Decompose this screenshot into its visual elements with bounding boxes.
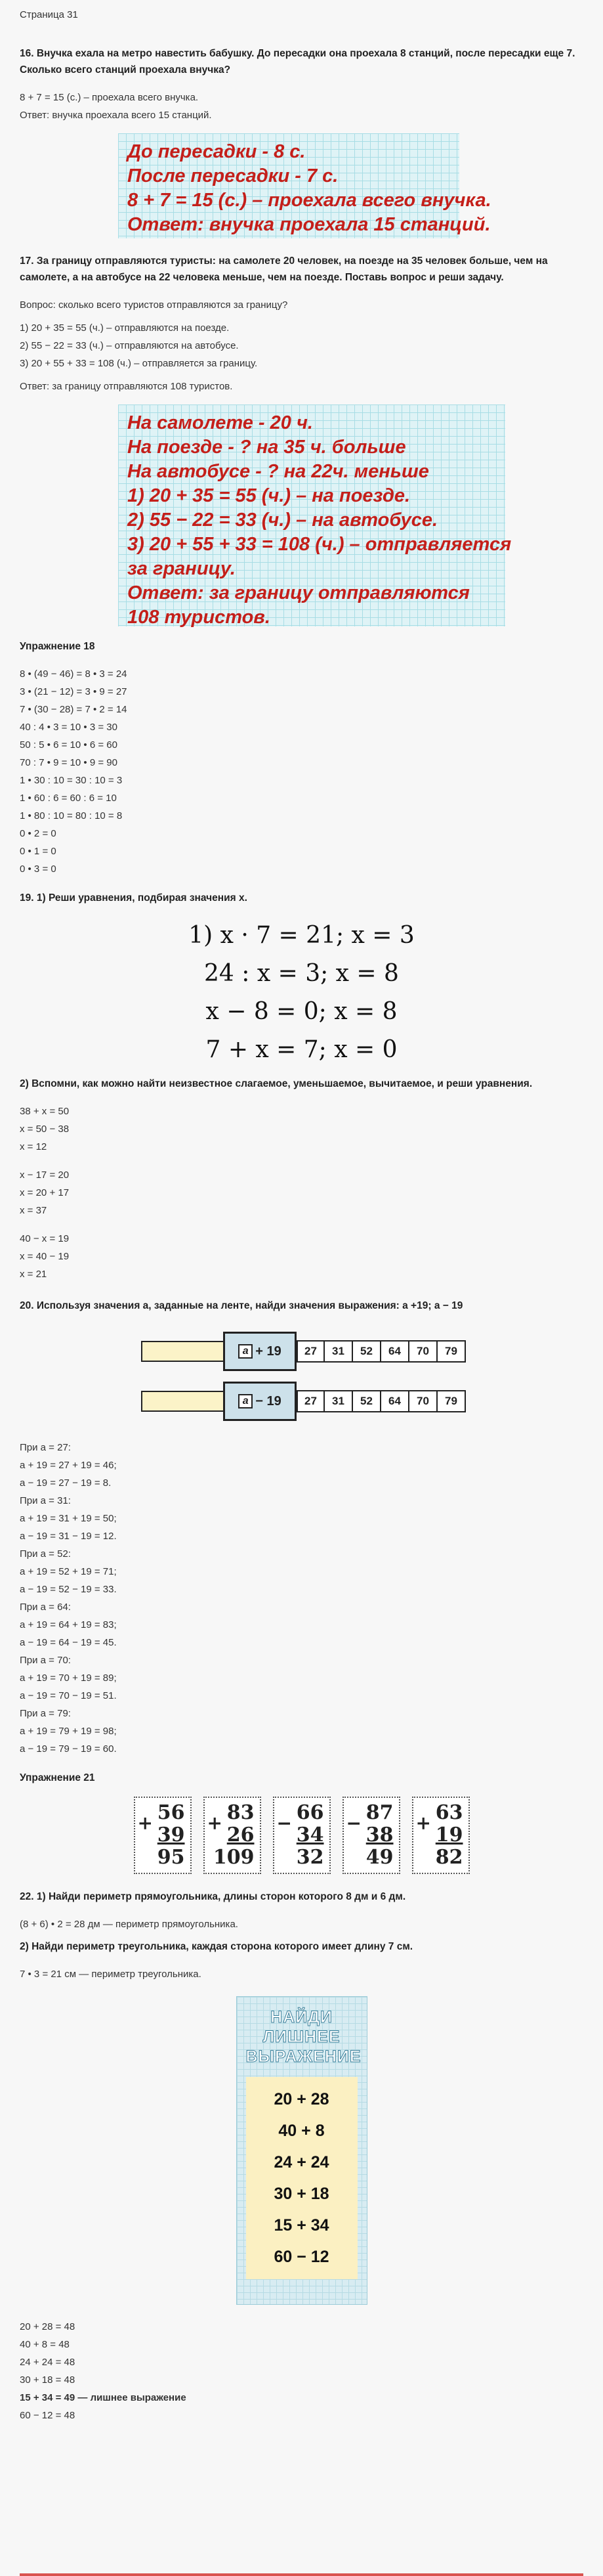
calculation-line: а − 19 = 31 − 19 = 12. bbox=[20, 1531, 117, 1542]
second-number: 38 bbox=[365, 1823, 394, 1846]
tape-cell: 64 bbox=[381, 1340, 409, 1363]
note-line: за границу. bbox=[127, 558, 236, 579]
card-expression: 60 − 12 bbox=[274, 2248, 329, 2266]
a-variable-box: a bbox=[238, 1394, 253, 1408]
calculation-line: 8 • (49 − 46) = 8 • 3 = 24 bbox=[20, 668, 127, 680]
first-number: 56 bbox=[157, 1801, 185, 1824]
task-16-handwritten-note bbox=[118, 133, 491, 238]
calculation-line: При а = 27: bbox=[20, 1442, 71, 1453]
bottom-divider bbox=[20, 2573, 583, 2576]
note-line: 1) 20 + 35 = 55 (ч.) – на поезде. bbox=[127, 485, 411, 506]
first-number: 66 bbox=[296, 1801, 324, 1824]
task-16-title: 16. Внучка ехала на метро навестить бабушку. До пересадки она проехала 8 станций, после пересадки еще 7. Сколько всего станций проехала внучка? bbox=[20, 48, 575, 76]
calculation-line: а − 19 = 52 − 19 = 33. bbox=[20, 1584, 117, 1595]
tape-cell: 31 bbox=[325, 1340, 353, 1363]
card-expression: 30 + 18 bbox=[274, 2185, 329, 2203]
equation-line: x = 40 − 19 bbox=[20, 1251, 70, 1262]
card-expression: 24 + 24 bbox=[274, 2153, 329, 2172]
tape-cell: 52 bbox=[353, 1390, 381, 1412]
operation-sign: + bbox=[137, 1812, 153, 1834]
exercise-18-lines bbox=[20, 665, 583, 878]
equation-line: x − 17 = 20 bbox=[20, 1169, 70, 1181]
calculation-line: а − 19 = 79 − 19 = 60. bbox=[20, 1743, 117, 1755]
calculation-line: а − 19 = 27 − 19 = 8. bbox=[20, 1477, 112, 1489]
tape-strip bbox=[141, 1341, 223, 1362]
result-number: 109 bbox=[213, 1846, 255, 1869]
odd-line: 40 + 8 = 48 bbox=[20, 2339, 70, 2350]
equation: 24 : x = 3; x = 8 bbox=[204, 960, 399, 987]
odd-one-out-card-wrap bbox=[20, 1996, 583, 2305]
tape-cell: 70 bbox=[409, 1390, 438, 1412]
calculation-line: а + 19 = 27 + 19 = 46; bbox=[20, 1460, 117, 1471]
calculation-line: 1 • 60 : 6 = 60 : 6 = 10 bbox=[20, 793, 117, 804]
calculation-line: а + 19 = 31 + 19 = 50; bbox=[20, 1513, 117, 1524]
task-17-step: 3) 20 + 55 + 33 = 108 (ч.) – отправляется за границу. bbox=[20, 358, 258, 369]
first-number: 63 bbox=[435, 1801, 463, 1824]
odd-one-out-card bbox=[236, 1996, 367, 2305]
card-title-line: ЛИШНЕЕ bbox=[262, 2028, 341, 2046]
task-22-answer-1: (8 + 6) • 2 = 28 дм — периметр прямоугольника. bbox=[20, 1919, 238, 1930]
tape-cell: 79 bbox=[438, 1390, 466, 1412]
tape-values bbox=[297, 1340, 466, 1363]
task-22-title: 22. 1) Найди периметр прямоугольника, длины сторон которого 8 дм и 6 дм. bbox=[20, 1891, 406, 1902]
tape-cell: 79 bbox=[438, 1340, 466, 1363]
column-operation bbox=[273, 1797, 331, 1874]
operation-sign: + bbox=[415, 1812, 431, 1834]
column-operation bbox=[343, 1797, 400, 1874]
result-number: 82 bbox=[435, 1846, 463, 1869]
note-line: 8 + 7 = 15 (с.) – проехала всего внучка. bbox=[127, 190, 491, 211]
calculation-line: 3 • (21 − 12) = 3 • 9 = 27 bbox=[20, 686, 127, 697]
calculation-line: 1 • 80 : 10 = 80 : 10 = 8 bbox=[20, 810, 123, 821]
task-17-title: 17. За границу отправляются туристы: на самолете 20 человек, на поезде на 35 человек больше, чем на самолете, а на автобусе на 22 человека меньше, чем на поезде. Поставь вопрос и реши задачу. bbox=[20, 255, 548, 283]
calculation-line: 0 • 1 = 0 bbox=[20, 846, 56, 857]
odd-line: 20 + 28 = 48 bbox=[20, 2321, 75, 2332]
task-19-title: 19. 1) Реши уравнения, подбирая значения х. bbox=[20, 892, 247, 904]
equation: 7 + x = 7; x = 0 bbox=[205, 1036, 398, 1063]
second-number: 34 bbox=[296, 1823, 324, 1846]
task-20-lines bbox=[20, 1439, 583, 1758]
calculation-line: При а = 64: bbox=[20, 1602, 71, 1613]
operation-sign: − bbox=[346, 1812, 362, 1834]
equation: 1) x · 7 = 21; x = 3 bbox=[188, 922, 415, 949]
exercise-21-title: Упражнение 21 bbox=[20, 1772, 95, 1783]
a-variable-box: a bbox=[238, 1344, 253, 1359]
second-number: 19 bbox=[435, 1823, 463, 1846]
tape-minus-19 bbox=[141, 1381, 583, 1422]
card-expression: 20 + 28 bbox=[274, 2090, 329, 2108]
tape-cell: 27 bbox=[297, 1340, 325, 1363]
equations-block bbox=[20, 917, 583, 1069]
exercise-18-title: Упражнение 18 bbox=[20, 641, 95, 652]
equation-line: x = 37 bbox=[20, 1205, 47, 1216]
operation-sign: + bbox=[207, 1812, 222, 1834]
task-16-answer: Ответ: внучка проехала всего 15 станций. bbox=[20, 110, 212, 121]
calculation-line: а + 19 = 52 + 19 = 71; bbox=[20, 1566, 117, 1577]
calculation-line: 70 : 7 • 9 = 10 • 9 = 90 bbox=[20, 757, 117, 768]
task-17-handwritten-note bbox=[118, 404, 512, 628]
first-number: 87 bbox=[365, 1801, 394, 1824]
note-line: Ответ: внучка проехала 15 станций. bbox=[127, 214, 491, 235]
card-title-line: НАЙДИ bbox=[270, 2008, 333, 2026]
page-header: Страница 31 bbox=[20, 9, 78, 20]
calculation-line: 1 • 30 : 10 = 30 : 10 = 3 bbox=[20, 775, 123, 786]
second-number: 39 bbox=[157, 1823, 185, 1846]
tape-values bbox=[297, 1390, 466, 1412]
note-line: 2) 55 − 22 = 33 (ч.) – на автобусе. bbox=[127, 510, 438, 531]
card-expression: 40 + 8 bbox=[278, 2122, 325, 2140]
note-line: Ответ: за границу отправляются bbox=[127, 582, 470, 603]
equation-line: 40 − x = 19 bbox=[20, 1233, 70, 1244]
result-number: 95 bbox=[157, 1846, 185, 1869]
tape-plus-19 bbox=[141, 1331, 583, 1372]
tape-cell: 27 bbox=[297, 1390, 325, 1412]
tape-cell: 52 bbox=[353, 1340, 381, 1363]
task-22-2-title: 2) Найди периметр треугольника, каждая сторона которого имеет длину 7 см. bbox=[20, 1941, 413, 1952]
operation-label: − 19 bbox=[255, 1393, 281, 1408]
note-line: На самолете - 20 ч. bbox=[127, 412, 313, 433]
first-number: 83 bbox=[226, 1801, 255, 1824]
result-number: 32 bbox=[296, 1846, 324, 1869]
calculation-line: При а = 52: bbox=[20, 1548, 71, 1560]
operation-label: + 19 bbox=[255, 1343, 281, 1359]
note-line: 3) 20 + 55 + 33 = 108 (ч.) – отправляется bbox=[127, 534, 512, 555]
equation-line: x = 20 + 17 bbox=[20, 1187, 70, 1198]
tape-cell: 70 bbox=[409, 1340, 438, 1363]
note-line: На поезде - ? на 35 ч. больше bbox=[127, 437, 406, 458]
second-number: 26 bbox=[226, 1823, 255, 1846]
card-expression: 15 + 34 bbox=[274, 2216, 329, 2235]
task-17-step: 1) 20 + 35 = 55 (ч.) – отправляются на поезде. bbox=[20, 322, 230, 334]
equation-line: x = 12 bbox=[20, 1141, 47, 1152]
card-title bbox=[245, 2007, 362, 2066]
calculation-line: 0 • 3 = 0 bbox=[20, 863, 56, 875]
card-expression-list bbox=[246, 2077, 358, 2279]
calculation-line: При а = 79: bbox=[20, 1708, 71, 1719]
column-operation bbox=[412, 1797, 470, 1874]
note-line: На автобусе - ? на 22ч. меньше bbox=[127, 461, 429, 482]
equation-line: x = 21 bbox=[20, 1269, 47, 1280]
calculation-line: а + 19 = 79 + 19 = 98; bbox=[20, 1726, 117, 1737]
task-16-solution: 8 + 7 = 15 (с.) – проехала всего внучка. bbox=[20, 92, 199, 103]
column-operation bbox=[134, 1797, 192, 1874]
task-17-step: 2) 55 − 22 = 33 (ч.) – отправляются на автобусе. bbox=[20, 340, 239, 351]
equation: x − 8 = 0; x = 8 bbox=[205, 998, 398, 1025]
task-22-answer-2: 7 • 3 = 21 см — периметр треугольника. bbox=[20, 1969, 201, 1980]
odd-line: 30 + 18 = 48 bbox=[20, 2374, 75, 2386]
tape-operation-box bbox=[223, 1332, 297, 1371]
column-addition-set bbox=[20, 1797, 583, 1874]
note-line: После пересадки - 7 с. bbox=[127, 165, 339, 186]
odd-line: 60 − 12 = 48 bbox=[20, 2410, 75, 2421]
equation-line: x = 50 − 38 bbox=[20, 1124, 70, 1135]
column-operation bbox=[203, 1797, 261, 1874]
calculation-line: При а = 31: bbox=[20, 1495, 71, 1506]
note-line: 108 туристов. bbox=[127, 607, 270, 628]
tape-operation-box bbox=[223, 1382, 297, 1421]
calculation-line: 7 • (30 − 28) = 7 • 2 = 14 bbox=[20, 704, 127, 715]
odd-line: 24 + 24 = 48 bbox=[20, 2357, 75, 2368]
calculation-line: 50 : 5 • 6 = 10 • 6 = 60 bbox=[20, 739, 117, 751]
task-19-2-title: 2) Вспомни, как можно найти неизвестное слагаемое, уменьшаемое, вычитаемое, и реши уравнения. bbox=[20, 1078, 533, 1089]
calculation-line: 40 : 4 • 3 = 10 • 3 = 30 bbox=[20, 722, 117, 733]
task-17-answer: Ответ: за границу отправляются 108 туристов. bbox=[20, 381, 233, 392]
operation-sign: − bbox=[276, 1812, 292, 1834]
tape-cell: 31 bbox=[325, 1390, 353, 1412]
odd-one-out-answer: 15 + 34 = 49 — лишнее выражение bbox=[20, 2392, 186, 2403]
task-20-title: 20. Используя значения а, заданные на ленте, найди значения выражения: а +19; а − 19 bbox=[20, 1300, 463, 1311]
calculation-line: а − 19 = 70 − 19 = 51. bbox=[20, 1690, 117, 1701]
calculation-line: а + 19 = 64 + 19 = 83; bbox=[20, 1619, 117, 1630]
tape-strip bbox=[141, 1391, 223, 1412]
calculation-line: При а = 70: bbox=[20, 1655, 71, 1666]
calculation-line: 0 • 2 = 0 bbox=[20, 828, 56, 839]
calculation-line: а − 19 = 64 − 19 = 45. bbox=[20, 1637, 117, 1648]
tape-cell: 64 bbox=[381, 1390, 409, 1412]
note-line: До пересадки - 8 с. bbox=[127, 141, 306, 162]
result-number: 49 bbox=[365, 1846, 394, 1869]
card-title-line: ВЫРАЖЕНИЕ bbox=[245, 2047, 362, 2066]
equation-line: 38 + x = 50 bbox=[20, 1106, 70, 1117]
calculation-line: а + 19 = 70 + 19 = 89; bbox=[20, 1672, 117, 1684]
task-17-question: Вопрос: сколько всего туристов отправляются за границу? bbox=[20, 299, 288, 311]
